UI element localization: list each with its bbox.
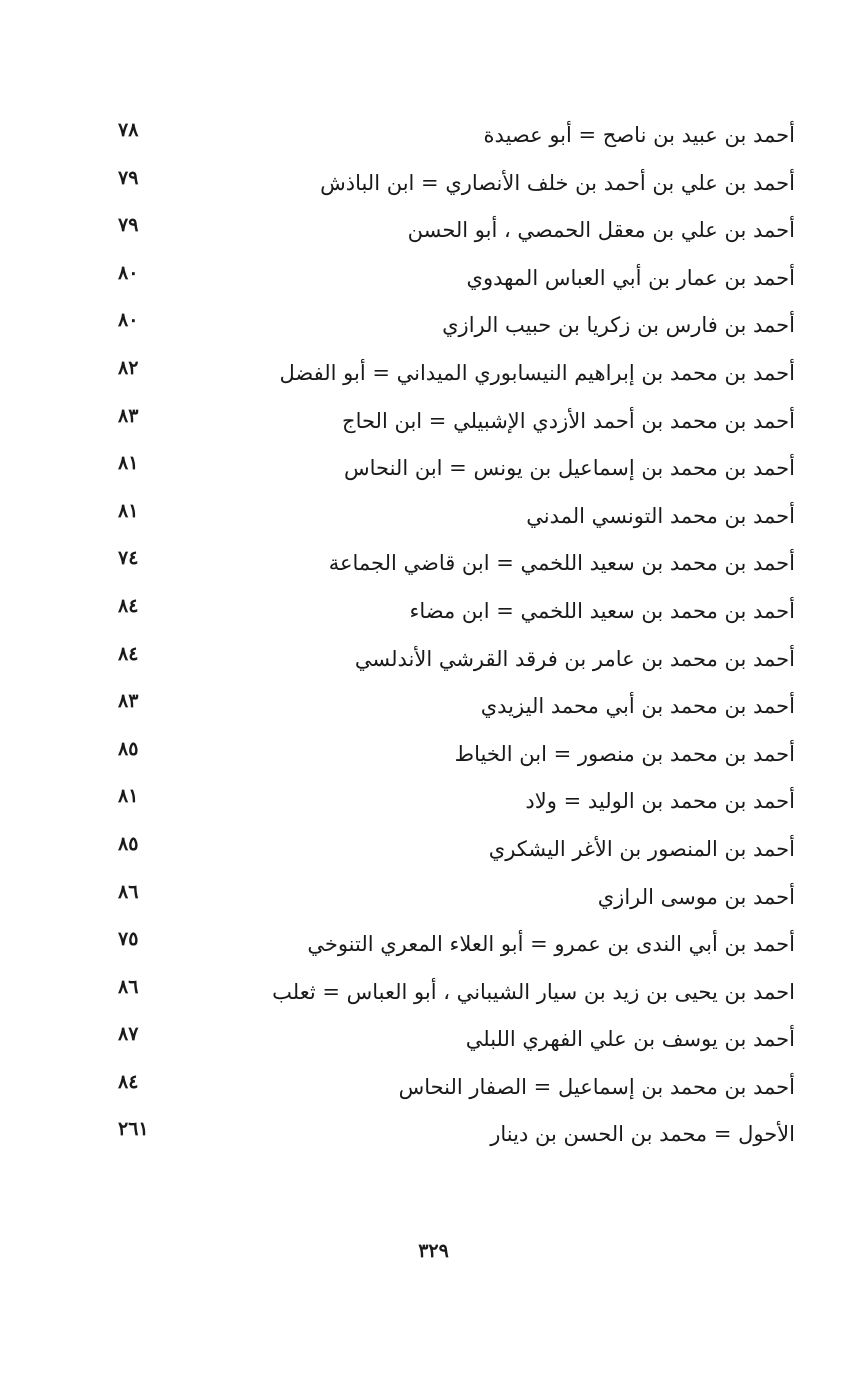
entry-name: أحمد بن محمد بن الوليد = ولاد bbox=[525, 789, 795, 814]
entry-name: أحمد بن محمد التونسي المدني bbox=[526, 503, 795, 528]
entry-page-ref: ٨٣ bbox=[118, 404, 139, 427]
entry-page-ref: ٨٠ bbox=[118, 309, 139, 332]
page-number: ٣٢٩ bbox=[418, 1240, 449, 1262]
entry-page-ref: ٧٨ bbox=[118, 119, 139, 141]
index-entry bbox=[110, 686, 795, 734]
index-entry bbox=[110, 781, 795, 829]
entry-name: الأحول = محمد بن الحسن بن دينار bbox=[490, 1122, 795, 1147]
entry-name: أحمد بن علي بن معقل الحمصي ، أبو الحسن bbox=[407, 218, 795, 243]
index-entry bbox=[110, 448, 795, 496]
entry-name: أحمد بن فارس بن زكريا بن حبيب الرازي bbox=[442, 313, 795, 338]
entry-page-ref: ٨٣ bbox=[118, 690, 139, 713]
entry-name: أحمد بن محمد بن إبراهيم النيسابوري الميداني = أبو الفضل bbox=[279, 360, 795, 385]
index-entry bbox=[110, 401, 795, 449]
entry-page-ref: ٨٦ bbox=[118, 975, 139, 998]
index-entry bbox=[110, 305, 795, 353]
entry-page-ref: ٨٤ bbox=[118, 594, 139, 617]
index-entry bbox=[110, 1019, 795, 1067]
index-entry bbox=[110, 1114, 795, 1162]
entry-name: أحمد بن محمد بن عامر بن فرقد القرشي الأندلسي bbox=[354, 646, 795, 671]
index-entry bbox=[110, 924, 795, 972]
entry-page-ref: ٧٩ bbox=[118, 214, 139, 237]
entry-name: أحمد بن محمد بن أحمد الأزدي الإشبيلي = ابن الحاج bbox=[342, 408, 795, 433]
entry-name: أحمد بن محمد بن منصور = ابن الخياط bbox=[454, 741, 795, 766]
entry-name: أحمد بن موسى الرازي bbox=[597, 884, 795, 909]
entry-page-ref: ٧٥ bbox=[118, 928, 139, 951]
entry-name: أحمد بن علي بن أحمد بن خلف الأنصاري = ابن الباذش bbox=[320, 170, 795, 195]
entry-page-ref: ٨٢ bbox=[118, 356, 139, 379]
entry-name: احمد بن يحيى بن زيد بن سيار الشيباني ، أبو العباس = ثعلب bbox=[272, 979, 795, 1004]
entry-page-ref: ٨٥ bbox=[118, 737, 139, 760]
index-entries-list bbox=[110, 115, 795, 1162]
entry-page-ref: ٧٩ bbox=[118, 166, 139, 189]
entry-name: أحمد بن المنصور بن الأغر اليشكري bbox=[488, 836, 795, 861]
index-entry bbox=[110, 639, 795, 687]
index-entry bbox=[110, 163, 795, 211]
entry-name: أحمد بن عمار بن أبي العباس المهدوي bbox=[466, 265, 795, 290]
entry-name: أحمد بن محمد بن سعيد اللخمي = ابن مضاء bbox=[409, 598, 795, 623]
entry-page-ref: ٨٤ bbox=[118, 1070, 139, 1093]
entry-page-ref: ٢٦١ bbox=[118, 1118, 149, 1141]
index-entry bbox=[110, 877, 795, 925]
index-entry bbox=[110, 258, 795, 306]
entry-page-ref: ٨١ bbox=[118, 452, 139, 475]
entry-page-ref: ٨١ bbox=[118, 785, 139, 808]
entry-name: أحمد بن محمد بن سعيد اللخمي = ابن قاضي الجماعة bbox=[328, 551, 795, 576]
entry-name: أحمد بن محمد بن إسماعيل = الصفار النحاس bbox=[398, 1074, 795, 1099]
index-entry bbox=[110, 115, 795, 163]
index-entry bbox=[110, 591, 795, 639]
entry-name: أحمد بن يوسف بن علي الفهري اللبلي bbox=[465, 1027, 795, 1052]
entry-page-ref: ٨٧ bbox=[118, 1023, 139, 1046]
index-entry bbox=[110, 543, 795, 591]
entry-name: أحمد بن عبيد بن ناصح = أبو عصيدة bbox=[483, 123, 795, 147]
index-entry bbox=[110, 1067, 795, 1115]
index-entry bbox=[110, 734, 795, 782]
index-entry bbox=[110, 496, 795, 544]
entry-page-ref: ٨٠ bbox=[118, 261, 139, 284]
index-entry bbox=[110, 972, 795, 1020]
entry-name: أحمد بن أبي الندى بن عمرو = أبو العلاء المعري التنوخي bbox=[307, 932, 795, 957]
entry-name: أحمد بن محمد بن إسماعيل بن يونس = ابن النحاس bbox=[344, 456, 795, 481]
entry-page-ref: ٨١ bbox=[118, 499, 139, 522]
entry-page-ref: ٨٤ bbox=[118, 642, 139, 665]
index-entry bbox=[110, 829, 795, 877]
index-entry bbox=[110, 353, 795, 401]
index-entry bbox=[110, 210, 795, 258]
entry-page-ref: ٨٦ bbox=[118, 880, 139, 903]
entry-name: أحمد بن محمد بن أبي محمد اليزيدي bbox=[480, 694, 795, 719]
entry-page-ref: ٨٥ bbox=[118, 832, 139, 855]
entry-page-ref: ٧٤ bbox=[118, 547, 139, 570]
